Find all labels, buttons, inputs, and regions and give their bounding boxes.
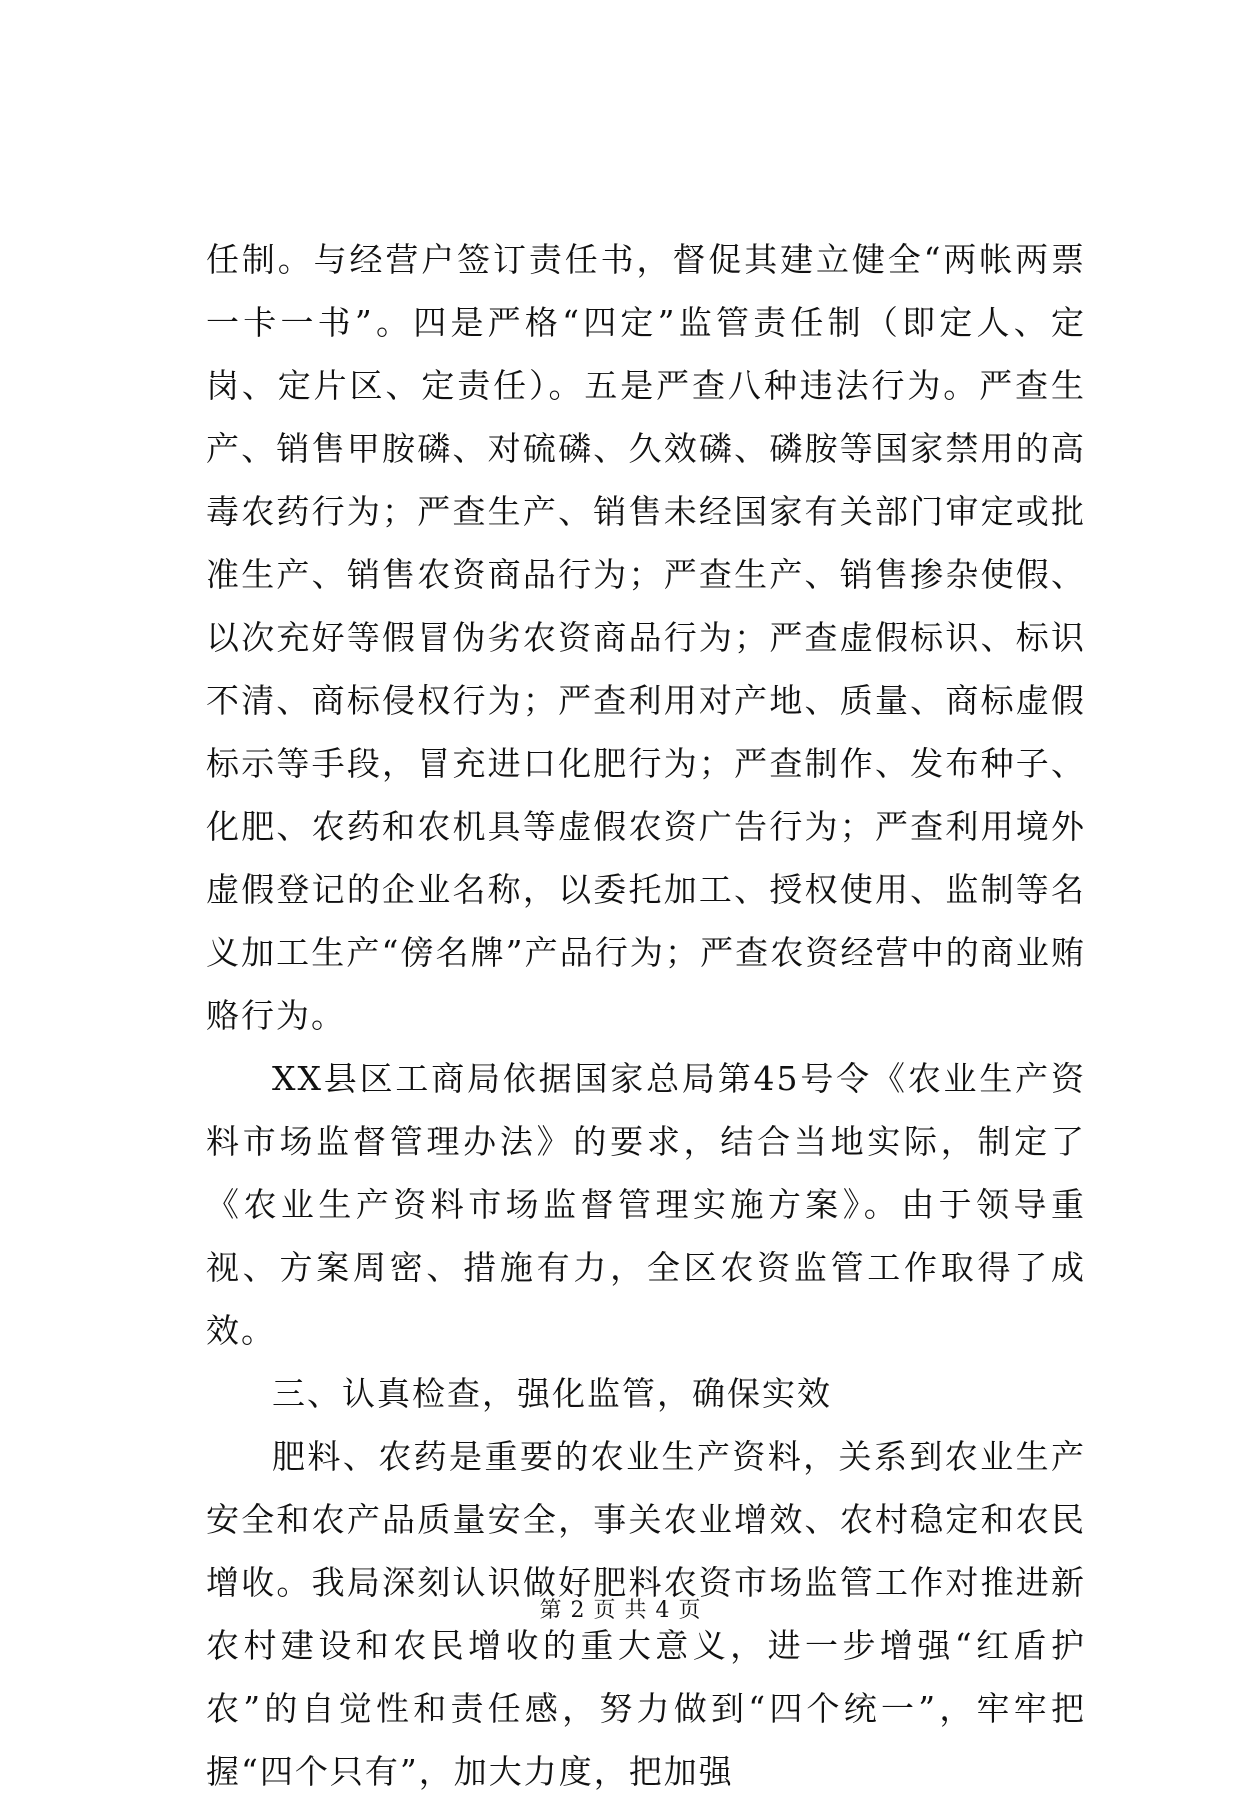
paragraph-fertilizer-pesticide: 肥料、农药是重要的农业生产资料，关系到农业生产安全和农产品质量安全，事关农业增效、农村稳定和农民增收。我局深刻认识做好肥料农资市场监管工作对推进新农村建设和农民增收的重大意义，进一步增强“红盾护农”的自觉性和责任感，努力做到“四个统一”，牢牢把握“四个只有”，加大力度，把加强 — [206, 1437, 1086, 1791]
paragraph-continued-regulations: 任制。与经营户签订责任书，督促其建立健全“两帐两票一卡一书”。四是严格“四定”监管责任制（即定人、定岗、定片区、定责任）。五是严查八种违法行为。严查生产、销售甲胺磷、对硫磷、久效磷、磷胺等国家禁用的高毒农药行为；严查生产、销售未经国家有关部门审定或批准生产、销售农资商品行为；严查生产、销售掺杂使假、以次充好等假冒伪劣农资商品行为；严查虚假标识、标识不清、商标侵权行为；严查利用对产地、质量、商标虚假标示等手段，冒充进口化肥行为；严查制作、发布种子、化肥、农药和农机具等虚假农资广告行为；严查利用境外虚假登记的企业名称，以委托加工、授权使用、监制等名义加工生产“傍名牌”产品行为；严查农资经营中的商业贿赂行为。 — [206, 240, 1086, 1035]
document-body — [206, 228, 1086, 1803]
section-heading: 三、认真检查，强化监管，确保实效 — [272, 1374, 832, 1413]
paragraph-county-bureau: XX县区工商局依据国家总局第45号令《农业生产资料市场监督管理办法》的要求，结合当地实际，制定了《农业生产资料市场监督管理实施方案》。由于领导重视、方案周密、措施有力，全区农资监管工作取得了成效。 — [206, 1059, 1086, 1350]
page-footer: 第 2 页 共 4 页 — [539, 1598, 702, 1623]
